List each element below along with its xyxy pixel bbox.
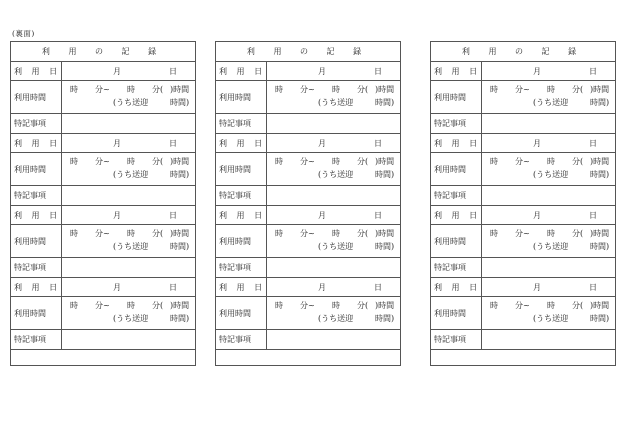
transport-hours-unit: 時間) <box>375 98 395 107</box>
end-hour-unit: 時 <box>332 229 340 238</box>
start-minute-unit: 分~ <box>95 85 110 94</box>
end-minute-unit: 分( <box>152 85 164 94</box>
time-value[interactable] <box>62 225 195 257</box>
record-card <box>10 41 196 366</box>
time-label: 利用時間 <box>431 297 482 329</box>
time-label: 利用時間 <box>216 297 267 329</box>
note-value[interactable] <box>62 330 195 349</box>
end-minute-unit: 分( <box>152 301 164 310</box>
time-value[interactable] <box>267 81 400 113</box>
note-label: 特記事項 <box>216 186 267 205</box>
transport-hours-unit: 時間) <box>375 242 395 251</box>
start-minute-unit: 分~ <box>300 301 315 310</box>
total-hours-unit: )時間 <box>590 85 610 94</box>
day-unit: 日 <box>589 283 597 292</box>
end-minute-unit: 分( <box>572 301 584 310</box>
start-hour-unit: 時 <box>275 85 283 94</box>
date-label: 利 用 日 <box>216 62 267 80</box>
start-minute-unit: 分~ <box>300 85 315 94</box>
card-title: 利 用 の 記 録 <box>431 42 615 62</box>
note-row <box>11 186 195 205</box>
total-hours-unit: )時間 <box>170 229 190 238</box>
date-row <box>431 206 615 225</box>
transport-open: (うち送迎 <box>533 98 569 107</box>
transport-open: (うち送迎 <box>113 170 149 179</box>
total-hours-unit: )時間 <box>590 157 610 166</box>
date-label: 利 用 日 <box>431 62 482 80</box>
date-label: 利 用 日 <box>216 134 267 152</box>
end-hour-unit: 時 <box>547 301 555 310</box>
record-entry <box>11 206 195 278</box>
total-hours-unit: )時間 <box>375 157 395 166</box>
day-unit: 日 <box>374 283 382 292</box>
start-hour-unit: 時 <box>490 85 498 94</box>
date-row <box>431 278 615 297</box>
time-label: 利用時間 <box>11 225 62 257</box>
date-value[interactable] <box>482 134 615 152</box>
start-minute-unit: 分~ <box>515 229 530 238</box>
note-label: 特記事項 <box>11 186 62 205</box>
note-value[interactable] <box>482 258 615 277</box>
transport-open: (うち送迎 <box>533 170 569 179</box>
end-hour-unit: 時 <box>547 229 555 238</box>
record-card <box>215 41 401 366</box>
note-value[interactable] <box>267 330 400 349</box>
end-minute-unit: 分( <box>357 157 369 166</box>
end-hour-unit: 時 <box>547 157 555 166</box>
end-minute-unit: 分( <box>357 85 369 94</box>
date-row <box>216 206 400 225</box>
note-label: 特記事項 <box>216 258 267 277</box>
transport-hours-unit: 時間) <box>170 314 190 323</box>
date-value[interactable] <box>482 278 615 296</box>
start-minute-unit: 分~ <box>515 85 530 94</box>
note-value[interactable] <box>482 330 615 349</box>
date-label: 利 用 日 <box>11 62 62 80</box>
date-label: 利 用 日 <box>431 206 482 224</box>
note-value[interactable] <box>267 258 400 277</box>
time-value[interactable] <box>62 81 195 113</box>
start-hour-unit: 時 <box>275 229 283 238</box>
transport-hours-unit: 時間) <box>170 170 190 179</box>
total-hours-unit: )時間 <box>375 229 395 238</box>
transport-hours-unit: 時間) <box>590 314 610 323</box>
start-hour-unit: 時 <box>490 229 498 238</box>
date-row <box>431 62 615 81</box>
transport-hours-unit: 時間) <box>590 242 610 251</box>
end-hour-unit: 時 <box>332 301 340 310</box>
date-row <box>11 206 195 225</box>
date-value[interactable] <box>482 206 615 224</box>
card-title: 利 用 の 記 録 <box>216 42 400 62</box>
note-row <box>216 258 400 277</box>
start-hour-unit: 時 <box>490 157 498 166</box>
month-unit: 月 <box>113 211 121 220</box>
date-row <box>11 134 195 153</box>
back-side-label: (裏面) <box>12 29 35 38</box>
blank-row[interactable] <box>431 350 615 370</box>
time-row <box>216 153 400 186</box>
time-label: 利用時間 <box>11 81 62 113</box>
date-row <box>216 278 400 297</box>
start-hour-unit: 時 <box>70 229 78 238</box>
total-hours-unit: )時間 <box>170 301 190 310</box>
start-minute-unit: 分~ <box>95 301 110 310</box>
start-hour-unit: 時 <box>70 301 78 310</box>
day-unit: 日 <box>589 211 597 220</box>
start-hour-unit: 時 <box>275 157 283 166</box>
transport-open: (うち送迎 <box>533 242 569 251</box>
end-minute-unit: 分( <box>152 157 164 166</box>
transport-hours-unit: 時間) <box>375 314 395 323</box>
start-hour-unit: 時 <box>70 85 78 94</box>
time-row <box>431 81 615 114</box>
end-hour-unit: 時 <box>332 157 340 166</box>
record-entry <box>216 278 400 350</box>
record-entry <box>11 62 195 134</box>
end-hour-unit: 時 <box>127 157 135 166</box>
note-row <box>216 114 400 133</box>
month-unit: 月 <box>318 67 326 76</box>
month-unit: 月 <box>533 139 541 148</box>
note-row <box>216 330 400 349</box>
time-label: 利用時間 <box>431 153 482 185</box>
date-row <box>216 62 400 81</box>
time-label: 利用時間 <box>216 153 267 185</box>
time-row <box>431 153 615 186</box>
month-unit: 月 <box>533 211 541 220</box>
time-value[interactable] <box>267 225 400 257</box>
note-row <box>216 186 400 205</box>
note-label: 特記事項 <box>216 114 267 133</box>
day-unit: 日 <box>169 283 177 292</box>
time-row <box>431 225 615 258</box>
note-label: 特記事項 <box>431 258 482 277</box>
record-entry <box>216 134 400 206</box>
note-label: 特記事項 <box>11 114 62 133</box>
time-label: 利用時間 <box>431 81 482 113</box>
note-row <box>431 114 615 133</box>
time-value[interactable] <box>482 153 615 185</box>
date-label: 利 用 日 <box>11 206 62 224</box>
day-unit: 日 <box>169 67 177 76</box>
start-minute-unit: 分~ <box>515 157 530 166</box>
record-entry <box>216 62 400 134</box>
start-minute-unit: 分~ <box>300 229 315 238</box>
time-row <box>11 225 195 258</box>
total-hours-unit: )時間 <box>170 85 190 94</box>
card-title: 利 用 の 記 録 <box>11 42 195 62</box>
time-value[interactable] <box>62 297 195 329</box>
transport-hours-unit: 時間) <box>590 98 610 107</box>
record-entry <box>431 134 615 206</box>
end-minute-unit: 分( <box>357 301 369 310</box>
note-row <box>11 114 195 133</box>
end-minute-unit: 分( <box>572 157 584 166</box>
start-hour-unit: 時 <box>70 157 78 166</box>
day-unit: 日 <box>169 211 177 220</box>
day-unit: 日 <box>589 139 597 148</box>
date-row <box>216 134 400 153</box>
time-row <box>11 297 195 330</box>
record-entry <box>431 206 615 278</box>
date-label: 利 用 日 <box>216 206 267 224</box>
note-row <box>11 330 195 349</box>
transport-open: (うち送迎 <box>113 242 149 251</box>
end-hour-unit: 時 <box>547 85 555 94</box>
date-label: 利 用 日 <box>11 278 62 296</box>
time-row <box>216 225 400 258</box>
end-minute-unit: 分( <box>572 85 584 94</box>
total-hours-unit: )時間 <box>375 85 395 94</box>
time-value[interactable] <box>62 153 195 185</box>
month-unit: 月 <box>318 283 326 292</box>
time-row <box>11 81 195 114</box>
record-card <box>430 41 616 366</box>
end-minute-unit: 分( <box>572 229 584 238</box>
start-minute-unit: 分~ <box>95 229 110 238</box>
date-label: 利 用 日 <box>431 278 482 296</box>
time-label: 利用時間 <box>216 225 267 257</box>
time-row <box>216 81 400 114</box>
end-minute-unit: 分( <box>152 229 164 238</box>
date-label: 利 用 日 <box>216 278 267 296</box>
start-hour-unit: 時 <box>490 301 498 310</box>
transport-open: (うち送迎 <box>318 98 354 107</box>
note-label: 特記事項 <box>431 330 482 349</box>
transport-hours-unit: 時間) <box>170 242 190 251</box>
time-row <box>11 153 195 186</box>
total-hours-unit: )時間 <box>590 229 610 238</box>
end-minute-unit: 分( <box>357 229 369 238</box>
transport-hours-unit: 時間) <box>590 170 610 179</box>
record-entry <box>11 134 195 206</box>
note-row <box>431 330 615 349</box>
time-label: 利用時間 <box>11 153 62 185</box>
record-entry <box>431 278 615 350</box>
note-label: 特記事項 <box>11 258 62 277</box>
transport-open: (うち送迎 <box>318 170 354 179</box>
note-label: 特記事項 <box>431 186 482 205</box>
date-value[interactable] <box>62 134 195 152</box>
note-value[interactable] <box>482 186 615 205</box>
day-unit: 日 <box>374 139 382 148</box>
note-label: 特記事項 <box>216 330 267 349</box>
note-value[interactable] <box>62 186 195 205</box>
time-row <box>431 297 615 330</box>
note-label: 特記事項 <box>431 114 482 133</box>
day-unit: 日 <box>169 139 177 148</box>
month-unit: 月 <box>533 67 541 76</box>
time-label: 利用時間 <box>216 81 267 113</box>
end-hour-unit: 時 <box>127 85 135 94</box>
transport-open: (うち送迎 <box>113 314 149 323</box>
note-value[interactable] <box>267 186 400 205</box>
transport-open: (うち送迎 <box>113 98 149 107</box>
date-value[interactable] <box>267 134 400 152</box>
time-value[interactable] <box>482 81 615 113</box>
note-value[interactable] <box>62 258 195 277</box>
blank-row[interactable] <box>216 350 400 370</box>
day-unit: 日 <box>374 67 382 76</box>
transport-hours-unit: 時間) <box>170 98 190 107</box>
month-unit: 月 <box>318 211 326 220</box>
end-hour-unit: 時 <box>332 85 340 94</box>
date-value[interactable] <box>62 206 195 224</box>
note-row <box>431 186 615 205</box>
date-value[interactable] <box>267 206 400 224</box>
date-row <box>11 278 195 297</box>
start-minute-unit: 分~ <box>300 157 315 166</box>
day-unit: 日 <box>374 211 382 220</box>
record-entry <box>11 278 195 350</box>
total-hours-unit: )時間 <box>170 157 190 166</box>
month-unit: 月 <box>113 139 121 148</box>
date-value[interactable] <box>482 62 615 80</box>
transport-hours-unit: 時間) <box>375 170 395 179</box>
date-value[interactable] <box>267 62 400 80</box>
note-label: 特記事項 <box>11 330 62 349</box>
date-value[interactable] <box>267 278 400 296</box>
total-hours-unit: )時間 <box>590 301 610 310</box>
note-value[interactable] <box>62 114 195 133</box>
time-label: 利用時間 <box>431 225 482 257</box>
month-unit: 月 <box>113 283 121 292</box>
end-hour-unit: 時 <box>127 301 135 310</box>
time-row <box>216 297 400 330</box>
time-value[interactable] <box>267 153 400 185</box>
date-row <box>11 62 195 81</box>
date-label: 利 用 日 <box>431 134 482 152</box>
note-row <box>11 258 195 277</box>
date-value[interactable] <box>62 62 195 80</box>
month-unit: 月 <box>533 283 541 292</box>
date-row <box>431 134 615 153</box>
total-hours-unit: )時間 <box>375 301 395 310</box>
month-unit: 月 <box>113 67 121 76</box>
start-minute-unit: 分~ <box>95 157 110 166</box>
time-value[interactable] <box>267 297 400 329</box>
time-value[interactable] <box>482 225 615 257</box>
time-label: 利用時間 <box>11 297 62 329</box>
note-row <box>431 258 615 277</box>
record-entry <box>216 206 400 278</box>
record-entry <box>431 62 615 134</box>
transport-open: (うち送迎 <box>533 314 569 323</box>
month-unit: 月 <box>318 139 326 148</box>
note-value[interactable] <box>267 114 400 133</box>
time-value[interactable] <box>482 297 615 329</box>
start-minute-unit: 分~ <box>515 301 530 310</box>
start-hour-unit: 時 <box>275 301 283 310</box>
date-value[interactable] <box>62 278 195 296</box>
blank-row[interactable] <box>11 350 195 370</box>
transport-open: (うち送迎 <box>318 242 354 251</box>
date-label: 利 用 日 <box>11 134 62 152</box>
note-value[interactable] <box>482 114 615 133</box>
day-unit: 日 <box>589 67 597 76</box>
transport-open: (うち送迎 <box>318 314 354 323</box>
end-hour-unit: 時 <box>127 229 135 238</box>
